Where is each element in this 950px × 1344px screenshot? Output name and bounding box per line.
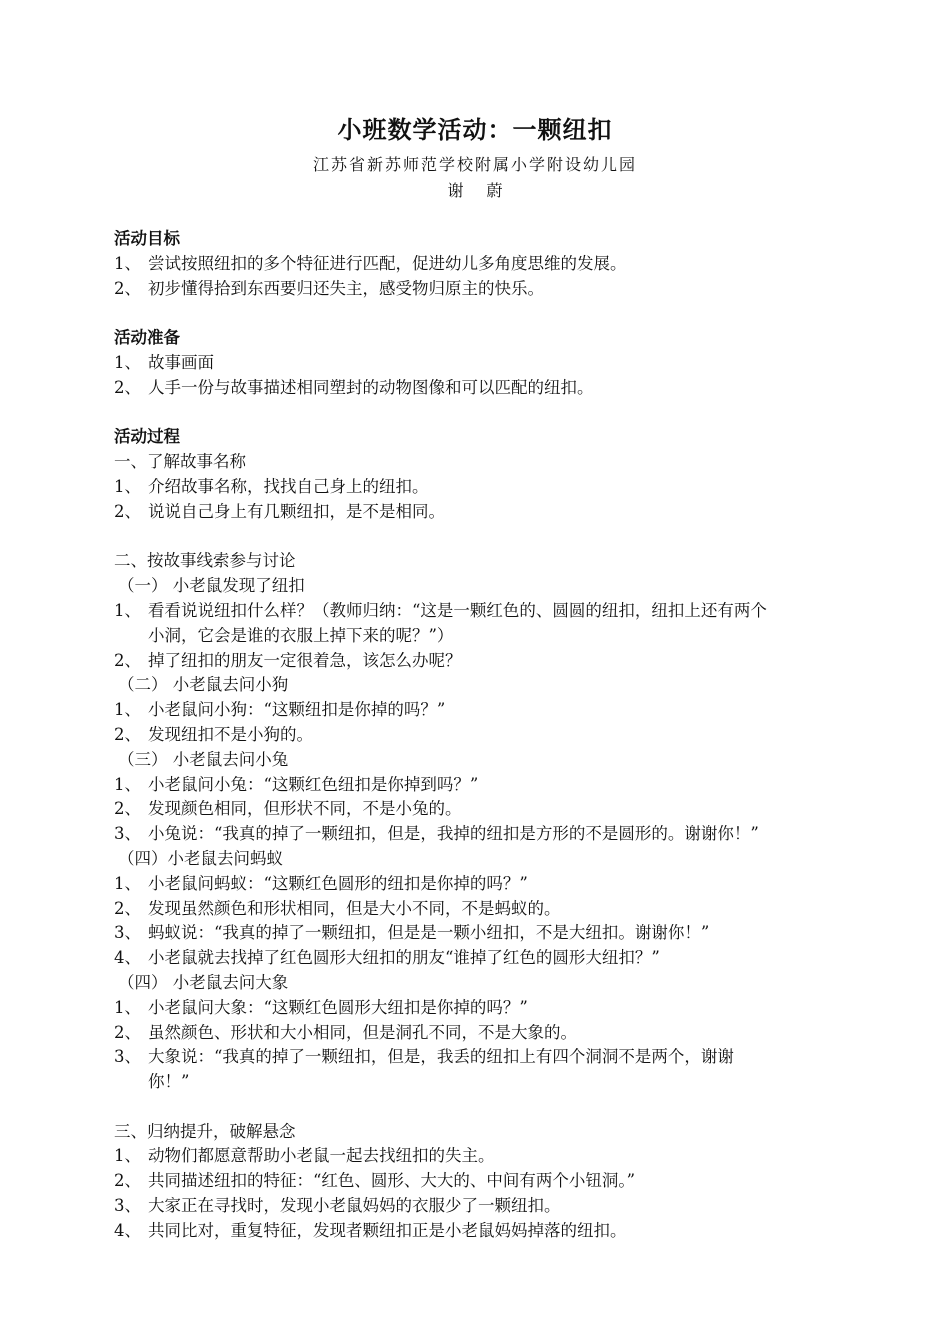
list-item: 2、 说说自己身上有几颗纽扣，是不是相同。 bbox=[114, 501, 445, 521]
list-item: 1、 看看说说纽扣什么样？（教师归纳：“这是一颗红色的、圆圆的纽扣，纽扣上还有两个 bbox=[114, 600, 767, 620]
list-item: 4、 小老鼠就去找掉了红色圆形大纽扣的朋友“谁掉了红色的圆形大纽扣？” bbox=[114, 948, 660, 968]
list-item: 1、 故事画面 bbox=[114, 352, 214, 372]
list-item: 1、 小老鼠问小狗：“这颗纽扣是你掉的吗？” bbox=[114, 700, 446, 720]
list-item: 1、 尝试按照纽扣的多个特征进行匹配，促进幼儿多角度思维的发展。 bbox=[114, 253, 627, 273]
school-name: 江苏省新苏师范学校附属小学附设幼儿园 bbox=[312, 155, 637, 174]
subsection-title: （二） 小老鼠去问小狗 bbox=[118, 675, 289, 695]
author-name: 谢 蔚 bbox=[447, 181, 503, 200]
list-item: 2、 发现纽扣不是小狗的。 bbox=[114, 724, 313, 744]
list-item: 3、 小兔说：“我真的掉了一颗纽扣，但是，我掉的纽扣是方形的不是圆形的。谢谢你！” bbox=[114, 824, 759, 844]
list-item: 1、 动物们都愿意帮助小老鼠一起去找纽扣的失主。 bbox=[114, 1146, 495, 1166]
list-item-continuation: 你！” bbox=[148, 1072, 190, 1092]
list-item: 2、 共同描述纽扣的特征：“红色、圆形、大大的、中间有两个小钮洞。” bbox=[114, 1171, 636, 1191]
document-body bbox=[114, 227, 874, 1244]
part-title: 一、了解故事名称 bbox=[114, 452, 246, 472]
list-item: 2、 人手一份与故事描述相同塑封的动物图像和可以匹配的纽扣。 bbox=[114, 377, 594, 397]
list-item: 3、 蚂蚁说：“我真的掉了一颗纽扣，但是是一颗小纽扣，不是大纽扣。谢谢你！” bbox=[114, 923, 710, 943]
list-item: 1、 小老鼠问大象：“这颗红色圆形大纽扣是你掉的吗？” bbox=[114, 997, 528, 1017]
subsection-title: （一） 小老鼠发现了纽扣 bbox=[118, 576, 305, 596]
list-item: 2、 掉了纽扣的朋友一定很着急，该怎么办呢？ bbox=[114, 650, 462, 670]
subsection-title: （四）小老鼠去问蚂蚁 bbox=[118, 848, 283, 868]
list-item: 1、 介绍故事名称，找找自己身上的纽扣。 bbox=[114, 476, 429, 496]
list-item: 2、 发现颜色相同，但形状不同，不是小兔的。 bbox=[114, 799, 462, 819]
part-title: 二、按故事线索参与讨论 bbox=[114, 551, 296, 571]
list-item: 2、 虽然颜色、形状和大小相同，但是洞孔不同，不是大象的。 bbox=[114, 1022, 577, 1042]
section-heading-goals: 活动目标 bbox=[114, 229, 180, 248]
list-item-continuation: 小洞，它会是谁的衣服上掉下来的呢？”） bbox=[148, 625, 454, 645]
list-item: 2、 发现虽然颜色和形状相同，但是大小不同，不是蚂蚁的。 bbox=[114, 898, 561, 918]
subsection-title: （四） 小老鼠去问大象 bbox=[118, 972, 289, 992]
section-heading-process: 活动过程 bbox=[114, 427, 180, 447]
list-item: 3、 大象说：“我真的掉了一颗纽扣，但是，我丢的纽扣上有四个洞洞不是两个，谢谢 bbox=[114, 1047, 734, 1067]
list-item: 1、 小老鼠问蚂蚁：“这颗红色圆形的纽扣是你掉的吗？” bbox=[114, 873, 528, 893]
list-item: 2、 初步懂得拾到东西要归还失主，感受物归原主的快乐。 bbox=[114, 278, 544, 298]
list-item: 3、 大家正在寻找时，发现小老鼠妈妈的衣服少了一颗纽扣。 bbox=[114, 1196, 561, 1216]
list-item: 1、 小老鼠问小兔：“这颗红色纽扣是你掉到吗？” bbox=[114, 774, 479, 794]
subsection-title: （三） 小老鼠去问小兔 bbox=[118, 749, 289, 769]
part-title: 三、归纳提升，破解悬念 bbox=[114, 1121, 296, 1141]
list-item: 4、 共同比对，重复特征，发现者颗纽扣正是小老鼠妈妈掉落的纽扣。 bbox=[114, 1220, 627, 1240]
page-title: 小班数学活动：一颗纽扣 bbox=[337, 116, 613, 144]
section-heading-prep: 活动准备 bbox=[114, 328, 180, 348]
